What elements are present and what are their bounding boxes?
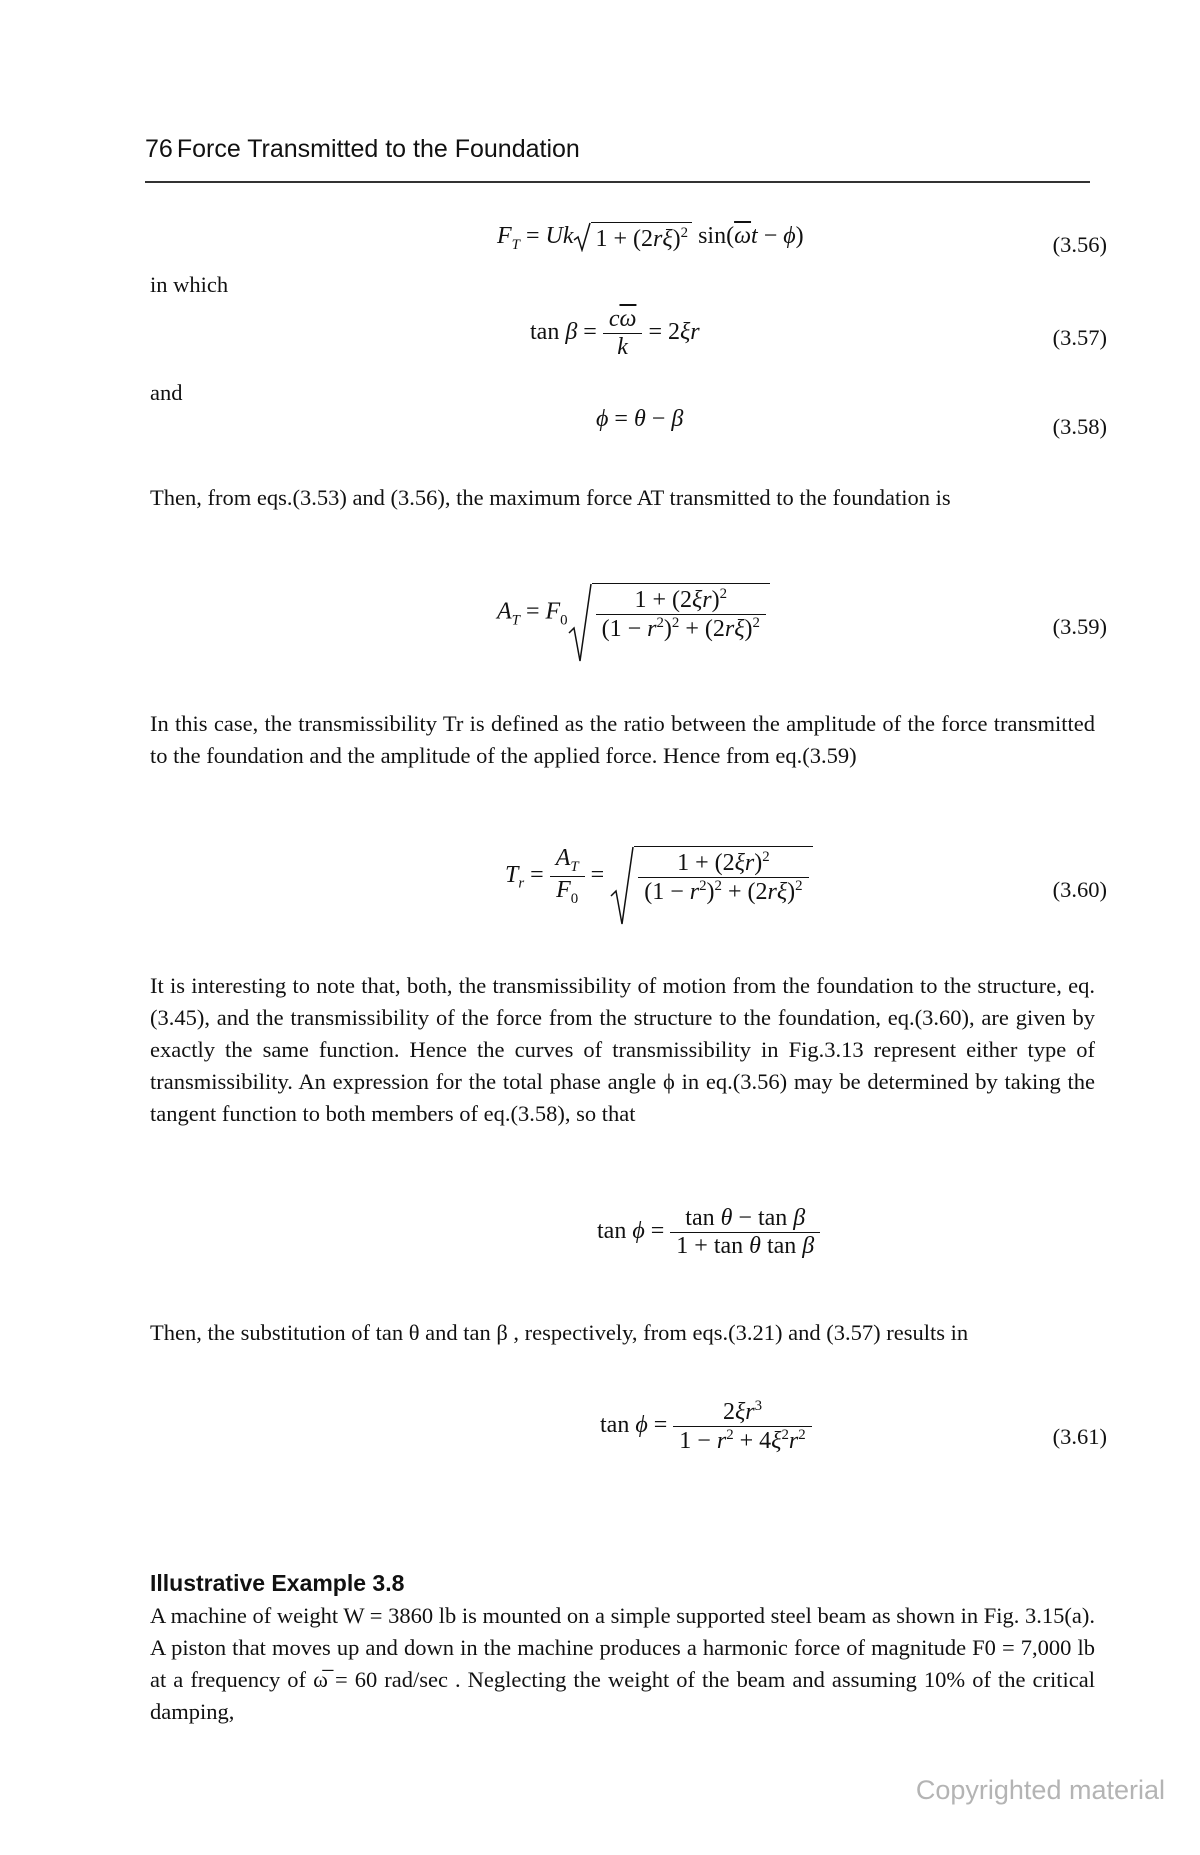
equation-3-58: ϕ = θ − β xyxy=(596,406,684,432)
equation-3-56: $F_T = Uk$ $1 + (2r\xi)^2$ $\sin(\overline{\omega}t - \phi)$ xyxy=(497,223,804,253)
paragraph: It is interesting to note that, both, the transmissibility of motion from the foundation to the structure, eq.(3.45), and the transmissibility of the force from the structure to the foundation, eq.(3.60), are given by exactly the same function. Hence the curves of transmissibility in Fig.3.13 represent either type of transmissibility. An expression for the total phase angle ϕ in eq.(3.56) may be determined by taking the tangent function to both members of eq.(3.58), so that xyxy=(150,973,1095,1126)
eq-number: (3.58) xyxy=(1052,414,1107,439)
page-number: 76 xyxy=(145,135,173,163)
paragraph: Then, the substitution of tan θ and tan β , respectively, from eqs.(3.21) and (3.57) results in xyxy=(150,1320,969,1345)
copyright-watermark: Copyrighted material xyxy=(915,1775,1165,1805)
header-title: Force Transmitted to the Foundation xyxy=(176,135,580,163)
equation-3-57: tan β = $\frac{c\overline{\omega}}{k}$ = 2ξr xyxy=(530,306,700,360)
in-which-label: in which xyxy=(150,272,229,297)
equation-3-60: $T_r$ = $\frac{A_T}{F_0}$ = $\frac{1 + (2\xi r)^2}{(1 - r^2)^2 + (2r\xi)^2}$ xyxy=(505,845,813,908)
section-heading: Illustrative Example 3.8 xyxy=(150,1570,405,1596)
paragraph: A machine of weight W = 3860 lb is mounted on a simple supported steel beam as shown in Fig. 3.15(a). A piston that moves up and down in the machine produces a harmonic force of magnitude F0 = 7,000 lb at a frequency of ω̅ = 60 rad/sec . Neglecting the weight of the beam and assuming 10% of the critical damping, xyxy=(150,1603,1095,1724)
eq-number: (3.61) xyxy=(1052,1424,1107,1449)
eq-number: (3.56) xyxy=(1052,232,1107,257)
and-label: and xyxy=(150,380,183,405)
eq-number: (3.59) xyxy=(1052,614,1107,639)
equation-3-61: tan ϕ = $\frac{2\xi r^3}{1 - r^2 + 4\xi^2r^2}$ xyxy=(600,1398,812,1455)
equation-tan-phi: tan ϕ = $\frac{\text{tan θ − tan β}}{\text{1 + tan θ tan β}}$ xyxy=(597,1205,820,1260)
paragraph: Then, from eqs.(3.53) and (3.56), the maximum force AT transmitted to the foundation is xyxy=(150,485,951,510)
paragraph: In this case, the transmissibility Tr is defined as the ratio between the amplitude of the force transmitted to the foundation and the amplitude of the applied force. Hence from eq.(3.59) xyxy=(150,711,1095,768)
running-header xyxy=(145,135,1090,183)
equation-3-59: $A_T = F_0$ $\frac{1 + (2\xi r)^2}{(1 - r^2)^2 + (2r\xi)^2}$ xyxy=(497,583,770,643)
eq-number: (3.60) xyxy=(1052,877,1107,902)
eq-number: (3.57) xyxy=(1052,325,1107,350)
